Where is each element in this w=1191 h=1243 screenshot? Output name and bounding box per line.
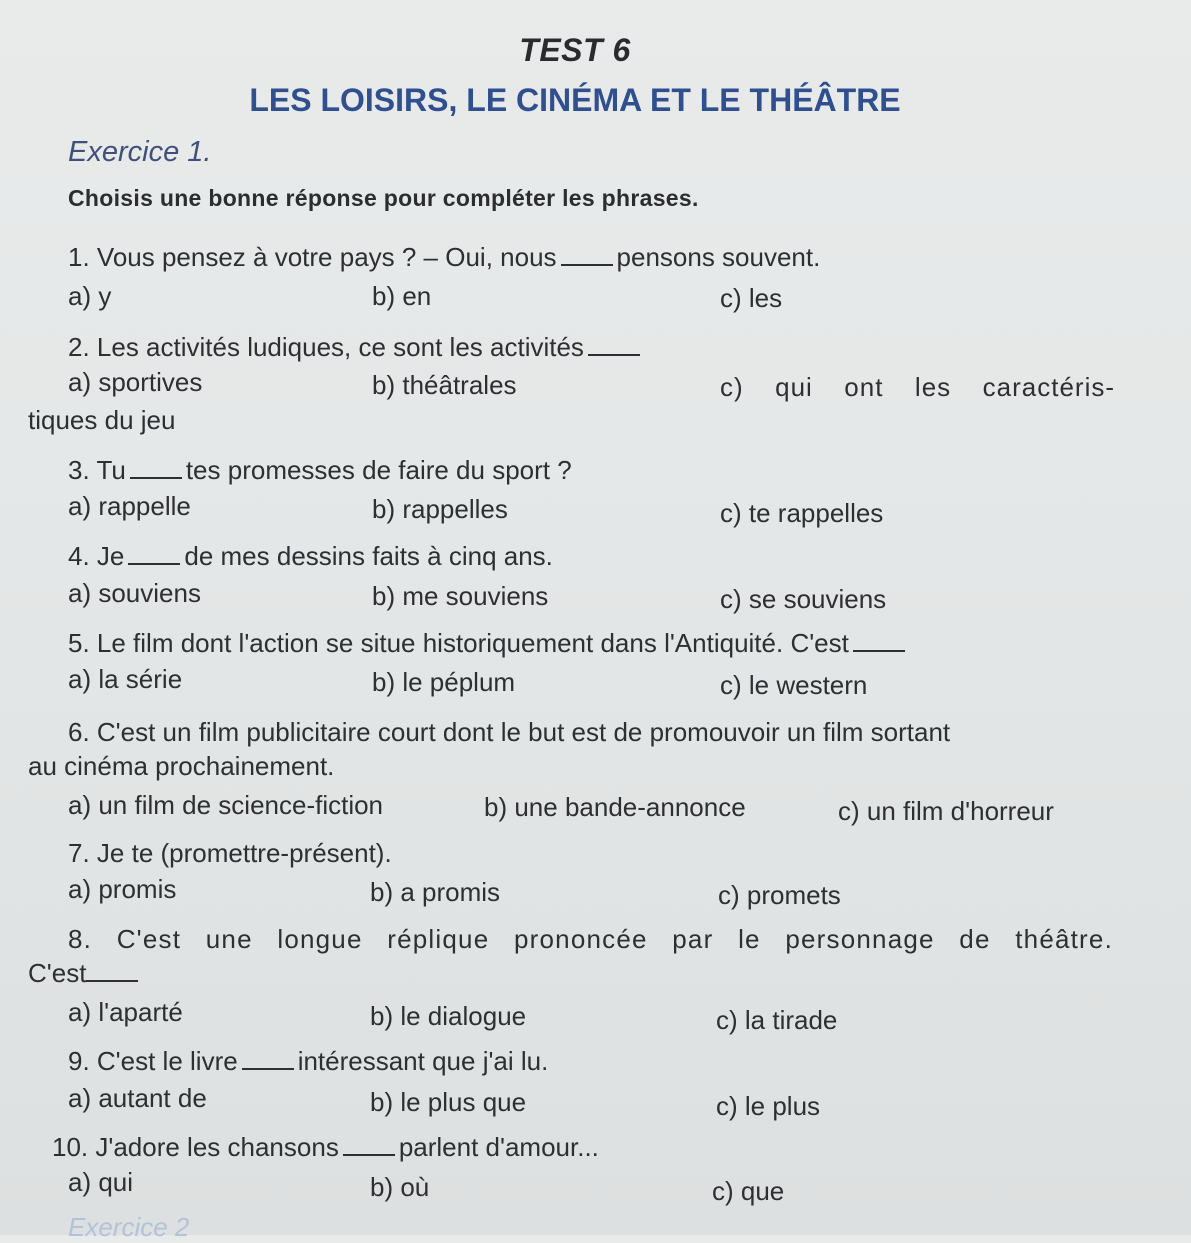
question-9 [68,1046,548,1077]
question-3-text-end: tes promesses de faire du sport ? [185,455,572,485]
question-4-text: 4. Je [68,541,125,571]
option-b: b) le péplum [372,667,516,697]
question-6-continuation: au cinéma prochainement. [28,751,335,781]
question-8-text-end: C'est [28,958,87,988]
option-c: c) la tirade [716,1005,838,1035]
question-6: 6. C'est un film publicitaire court dont le but est de promouvoir un film sortant [68,717,951,747]
option-a: a) qui [68,1167,134,1197]
option-a: a) rappelle [68,491,191,521]
option-b: b) où [370,1172,430,1202]
option-a: a) promis [68,874,177,904]
option-a: a) souviens [68,578,201,608]
question-4 [68,541,553,572]
option-c: c) le plus [716,1091,821,1121]
question-10-text: 10. J'adore les chansons [52,1132,339,1162]
option-a: a) la série [68,664,183,694]
question-1-text: 1. Vous pensez à votre pays ? – Oui, nous [68,242,557,272]
option-a: a) sportives [68,367,203,397]
answer-blank [853,649,905,652]
question-9-text: 9. C'est le livre [68,1046,238,1076]
option-c: c) qui ont les caractéris- [720,372,1115,402]
next-exercise-label: Exercice 2 [68,1212,190,1242]
answer-blank [86,979,138,982]
question-3 [68,455,572,486]
option-c: c) que [712,1176,785,1206]
option-b: b) rappelles [372,494,508,524]
instruction: Choisis une bonne réponse pour compléter les phrases. [68,185,699,211]
option-a: a) un film de science-fiction [68,790,384,820]
option-b: b) une bande-annonce [484,792,746,822]
exercise-label: Exercice 1. [68,136,212,168]
question-10 [52,1132,599,1163]
option-b: b) a promis [370,877,501,907]
answer-blank [343,1153,395,1156]
option-b: b) le plus que [370,1087,527,1117]
question-7: 7. Je te (promettre-présent). [68,838,392,868]
answer-blank [561,263,613,266]
option-c: c) te rappelles [720,498,884,528]
option-c: c) le western [720,670,868,700]
option-b: b) théâtrales [372,370,517,400]
answer-blank [130,476,182,479]
question-2 [68,332,644,363]
question-3-text: 3. Tu [68,455,126,485]
question-8: 8. C'est une longue réplique prononcée par le personnage de théâtre. [68,924,1113,954]
question-2-text: 2. Les activités ludiques, ce sont les activités [68,332,584,362]
question-5-text: 5. Le film dont l'action se situe historiquement dans l'Antiquité. C'est [68,628,849,658]
option-a: a) y [68,281,112,311]
option-c: c) les [720,283,783,313]
option-b: b) le dialogue [370,1001,527,1031]
answer-blank [242,1067,294,1070]
test-title: TEST 6 [519,32,631,68]
option-c-continuation: tiques du jeu [28,405,176,435]
option-b: b) me souviens [372,581,549,611]
answer-blank [588,353,640,356]
question-1-text-end: pensons souvent. [616,242,821,272]
option-c: c) promets [718,880,841,910]
question-10-text-end: parlent d'amour... [398,1132,599,1162]
question-9-text-end: intéressant que j'ai lu. [297,1046,549,1076]
option-c: c) se souviens [720,584,887,614]
option-b: b) en [372,281,432,311]
question-1 [68,242,820,273]
answer-blank [128,562,180,565]
option-a: a) l'aparté [68,997,183,1027]
question-8-continuation [28,958,142,989]
topic-heading: LES LOISIRS, LE CINÉMA ET LE THÉÂTRE [249,82,901,118]
question-4-text-end: de mes dessins faits à cinq ans. [184,541,553,571]
question-5 [68,628,909,659]
option-a: a) autant de [68,1083,207,1113]
option-c: c) un film d'horreur [838,796,1054,826]
